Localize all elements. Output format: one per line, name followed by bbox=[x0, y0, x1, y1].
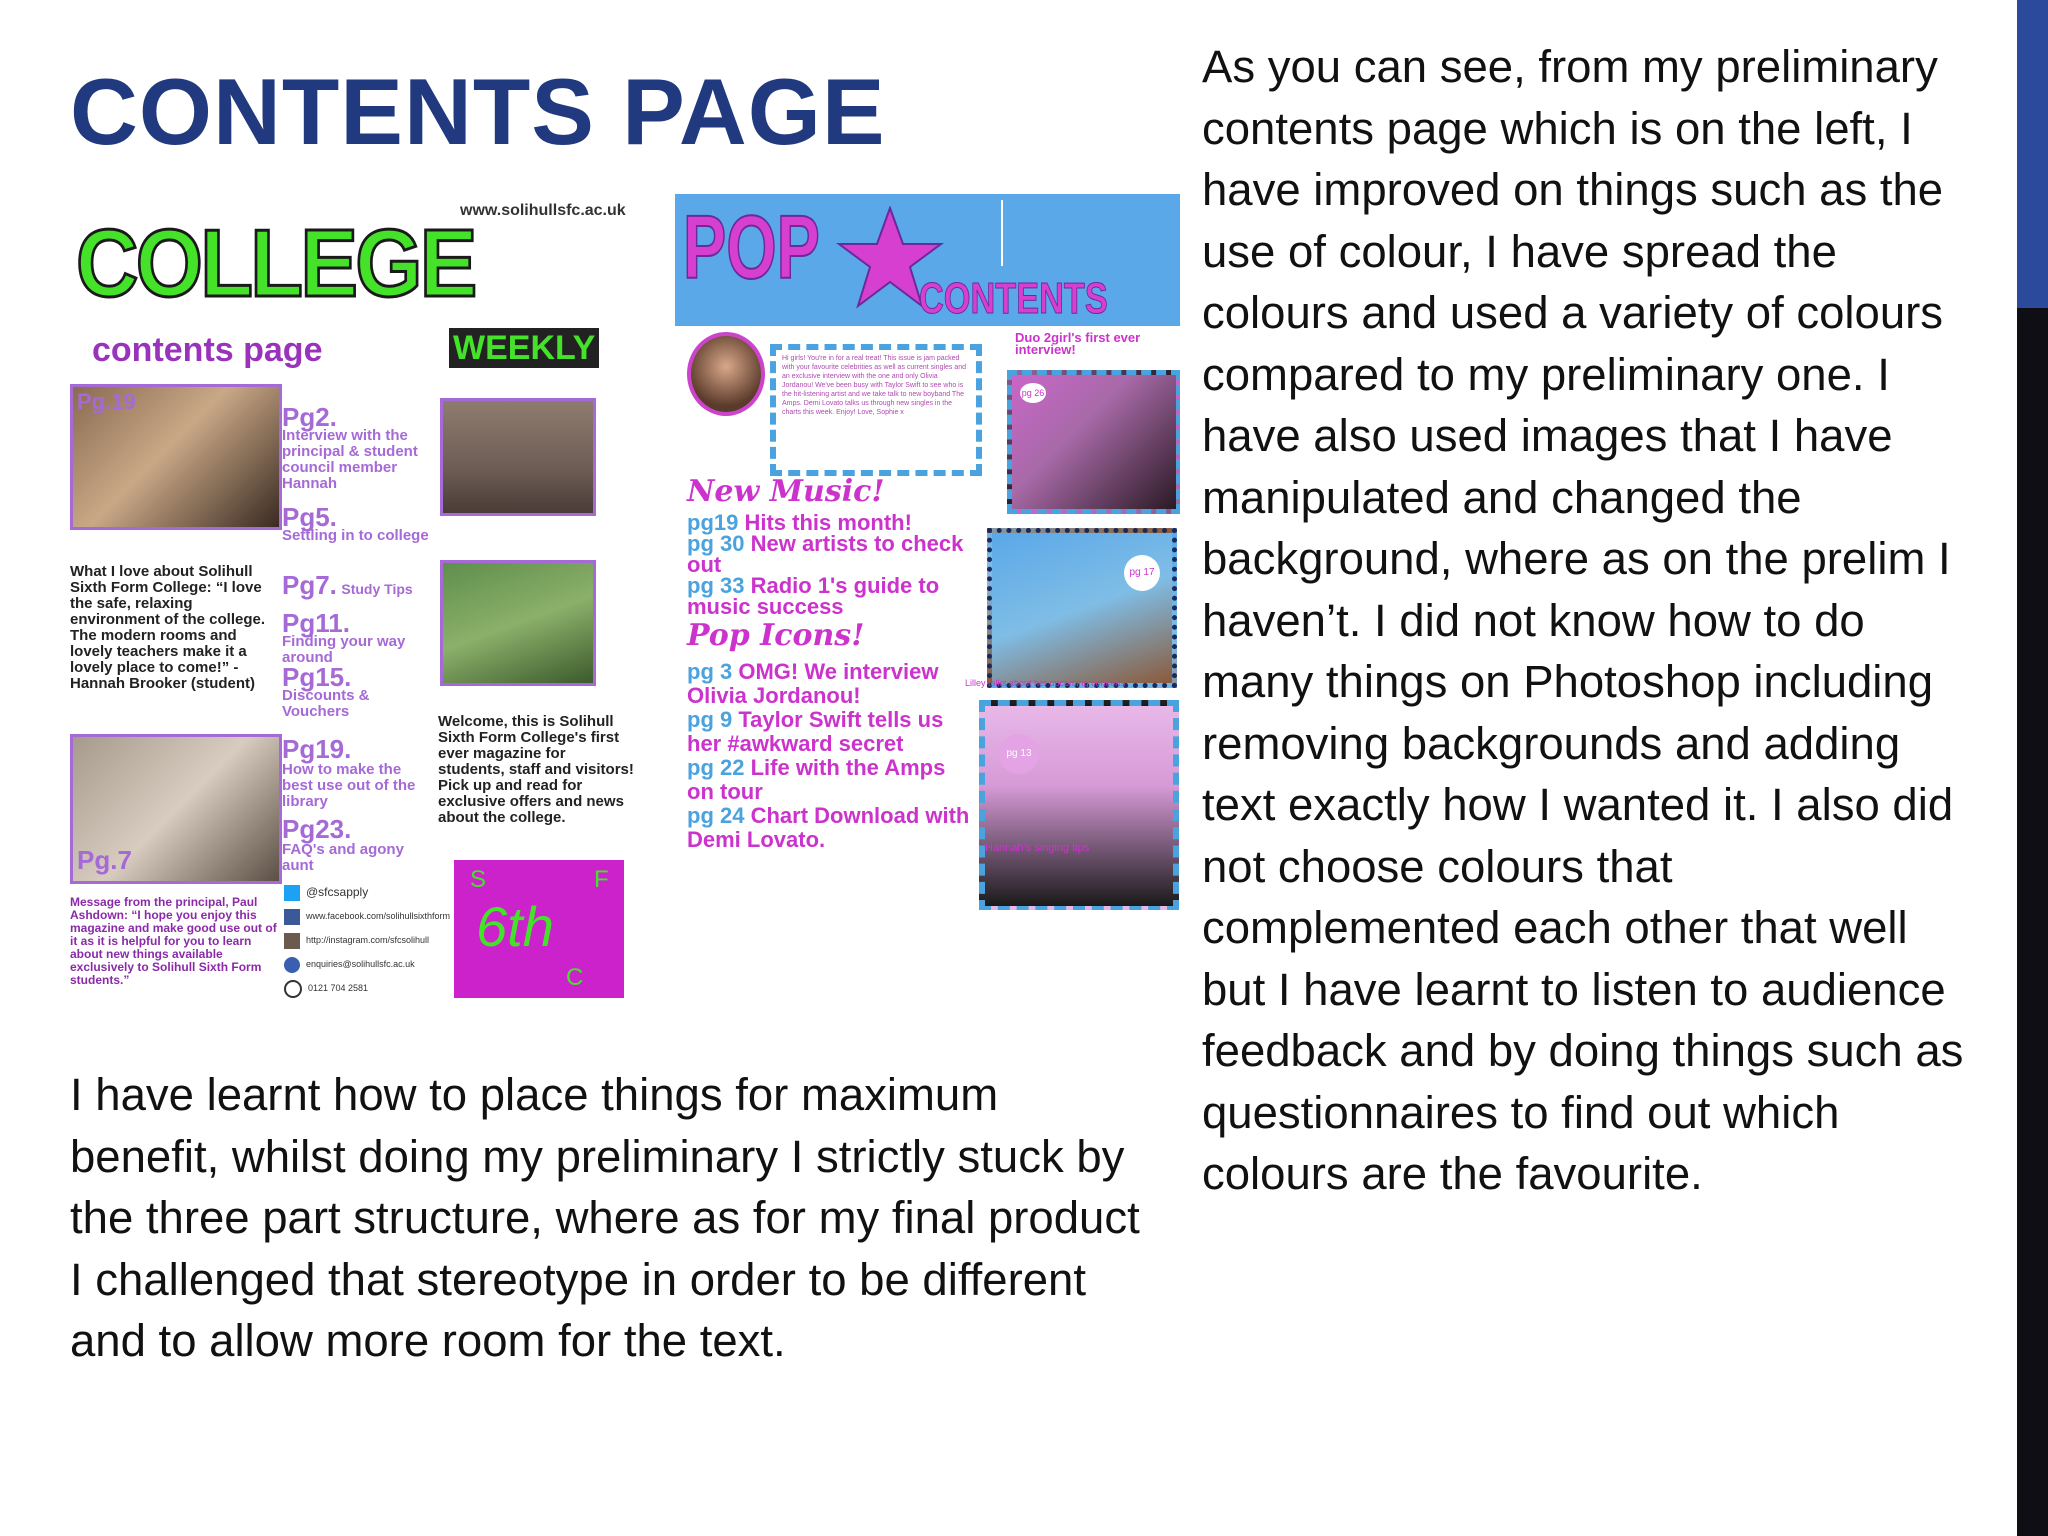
prelim-item-desc: FAQ's and agony aunt bbox=[282, 841, 404, 874]
final-section-2-list bbox=[687, 660, 977, 852]
prelim-item-5 bbox=[282, 662, 370, 720]
prelim-principal-message: Message from the principal, Paul Ashdown: “I hope you enjoy this magazine and make good use out of it as it is helpful for you to learn about new things available exclusively to Solihull Sixth Form students.” bbox=[70, 895, 277, 987]
prelim-photo-1-label: Pg.19 bbox=[77, 389, 136, 414]
final-photo-1 bbox=[1007, 370, 1180, 514]
prelim-item-num: Pg11. bbox=[282, 608, 350, 638]
final-photo-2 bbox=[987, 528, 1177, 688]
final-section-1-list bbox=[687, 512, 987, 617]
twitter-icon bbox=[284, 885, 300, 901]
preliminary-contents-image bbox=[68, 194, 640, 1006]
prelim-welcome: Welcome, this is Solihull Sixth Form College's first ever magazine for students, staff and visitors! Pick up and read for exclusive offers and news about the college. bbox=[438, 713, 634, 826]
prelim-url: www.solihullsfc.ac.uk bbox=[460, 202, 626, 219]
prelim-logo-letter-f: F bbox=[594, 866, 609, 893]
prelim-social-twitter: @sfcsapply bbox=[284, 880, 450, 904]
prelim-logo-text: 6th bbox=[476, 895, 554, 958]
final-feature-title: Duo 2girl's first ever interview! bbox=[1015, 332, 1141, 356]
final-intro-text: Hi girls! You're in for a real treat! This issue is jam packed with your favourite celebrities as well as current singles and an exclusive interview with the one and only Olivia Jordanou! We've been busy with Taylor Swift to see who is the hit-listening artist and we take talk to new boyband The Amps. Demi Lovato talks us through new singles in the charts this week. Enjoy! Love, Sophie x bbox=[782, 355, 967, 416]
prelim-subtitle: contents page bbox=[92, 331, 323, 369]
final-list-item: pg 30 New artists to check out bbox=[687, 531, 964, 577]
prelim-photo-2 bbox=[440, 398, 596, 516]
prelim-item-num: Pg19. bbox=[282, 734, 352, 764]
final-list-item: pg19 Hits this month! bbox=[687, 510, 912, 535]
prelim-masthead: COLLEGE bbox=[76, 210, 475, 317]
prelim-logo-letter-s: S bbox=[470, 866, 487, 893]
final-badge-3: pg 13 bbox=[999, 734, 1039, 774]
final-subtitle: CONTENTS bbox=[919, 274, 1108, 323]
prelim-photo-4-label: Pg.7 bbox=[77, 845, 132, 875]
final-photo-3-caption: Hannah's singing tips bbox=[985, 842, 1090, 854]
final-section-1: New Music! bbox=[687, 474, 885, 509]
prelim-item-3 bbox=[282, 570, 413, 601]
prelim-item-6 bbox=[282, 734, 416, 810]
prelim-item-desc: Finding your way around bbox=[282, 633, 406, 666]
slide-title: CONTENTS PAGE bbox=[70, 59, 886, 164]
prelim-item-num: Pg2. bbox=[282, 402, 337, 432]
right-paragraph: As you can see, from my preliminary contents page which is on the left, I have improved on things such as the use of colour, I have spread the colours and used a variety of colours compared to my preliminary one. I have also used images that I have manipulated and changed the background, where as on the prelim I haven’t. I did not know how to do many things on Photoshop including removing backgrounds and adding text exactly how I wanted it. I also did not choose colours that complemented each other that well but I have learnt to listen to audience feedback and by doing things such as questionnaires to find out which colours are the favourite. bbox=[1202, 41, 1964, 1199]
final-photo-3 bbox=[979, 700, 1179, 910]
prelim-quote: What I love about Solihull Sixth Form College: “I love the safe, relaxing environment of the college. The modern rooms and lovely teachers make it a lovely place to come!” -Hannah Brooker (student) bbox=[70, 563, 266, 692]
email-icon bbox=[284, 957, 300, 973]
prelim-item-desc: How to make the best use out of the library bbox=[282, 761, 416, 810]
prelim-weekly-tag: WEEKLY bbox=[449, 328, 599, 368]
prelim-social-instagram: http://instagram.com/sfcsolihull bbox=[284, 928, 450, 952]
prelim-item-num: Pg23. bbox=[282, 814, 352, 844]
final-photo-2-caption: Lilley talks about her upcoming concerts bbox=[965, 678, 1126, 688]
prelim-item-7 bbox=[282, 814, 404, 874]
prelim-item-1 bbox=[282, 402, 418, 492]
prelim-social-phone: 0121 704 2581 bbox=[284, 976, 450, 1000]
prelim-6th-logo bbox=[454, 860, 624, 998]
prelim-social-list bbox=[284, 880, 450, 1000]
prelim-photo-1 bbox=[70, 384, 282, 530]
final-badge-2: pg 17 bbox=[1124, 555, 1160, 591]
final-masthead: POP bbox=[683, 198, 820, 298]
prelim-photo-4 bbox=[70, 734, 282, 884]
prelim-item-num: Pg7. bbox=[282, 570, 337, 600]
final-feature-box bbox=[1015, 332, 1175, 356]
prelim-item-4 bbox=[282, 608, 406, 666]
final-list-item: pg 9 Taylor Swift tells us her #awkward secret bbox=[687, 707, 944, 756]
prelim-item-num: Pg15. bbox=[282, 662, 352, 692]
final-list-item: pg 3 OMG! We interview Olivia Jordanou! bbox=[687, 659, 939, 708]
prelim-item-desc: Settling in to college bbox=[282, 527, 429, 544]
prelim-item-num: Pg5. bbox=[282, 502, 337, 532]
prelim-item-desc: Interview with the principal & student council member Hannah bbox=[282, 427, 418, 492]
final-badge-1: pg 26 bbox=[1020, 383, 1046, 403]
final-social-block bbox=[1001, 200, 1173, 266]
final-intro-box bbox=[770, 344, 982, 476]
prelim-logo-letter-c: C bbox=[566, 964, 584, 991]
final-list-item: pg 24 Chart Download with Demi Lovato. bbox=[687, 803, 970, 852]
slide-edge-strip bbox=[2017, 308, 2048, 1536]
final-list-item: pg 33 Radio 1's guide to music success bbox=[687, 573, 940, 619]
prelim-social-facebook: www.facebook.com/solihullsixthform bbox=[284, 904, 450, 928]
prelim-photo-3 bbox=[440, 560, 596, 686]
final-list-item: pg 22 Life with the Amps on tour bbox=[687, 755, 946, 804]
final-contents-image bbox=[675, 194, 1180, 910]
prelim-item-desc: Discounts & Vouchers bbox=[282, 687, 370, 720]
final-editor-photo bbox=[687, 332, 765, 416]
final-section-2: Pop Icons! bbox=[687, 618, 865, 653]
prelim-item-desc: Study Tips bbox=[341, 581, 413, 597]
instagram-icon bbox=[284, 933, 300, 949]
phone-icon bbox=[284, 980, 302, 998]
slide-accent-bar bbox=[2017, 0, 2048, 308]
facebook-icon bbox=[284, 909, 300, 925]
prelim-item-2 bbox=[282, 502, 429, 544]
prelim-social-email: enquiries@solihullsfc.ac.uk bbox=[284, 952, 450, 976]
bottom-paragraph: I have learnt how to place things for maximum benefit, whilst doing my preliminary I strictly stuck by the three part structure, where as for my final product I challenged that stereotype in order to be different and to allow more room for the text. bbox=[70, 1069, 1140, 1366]
